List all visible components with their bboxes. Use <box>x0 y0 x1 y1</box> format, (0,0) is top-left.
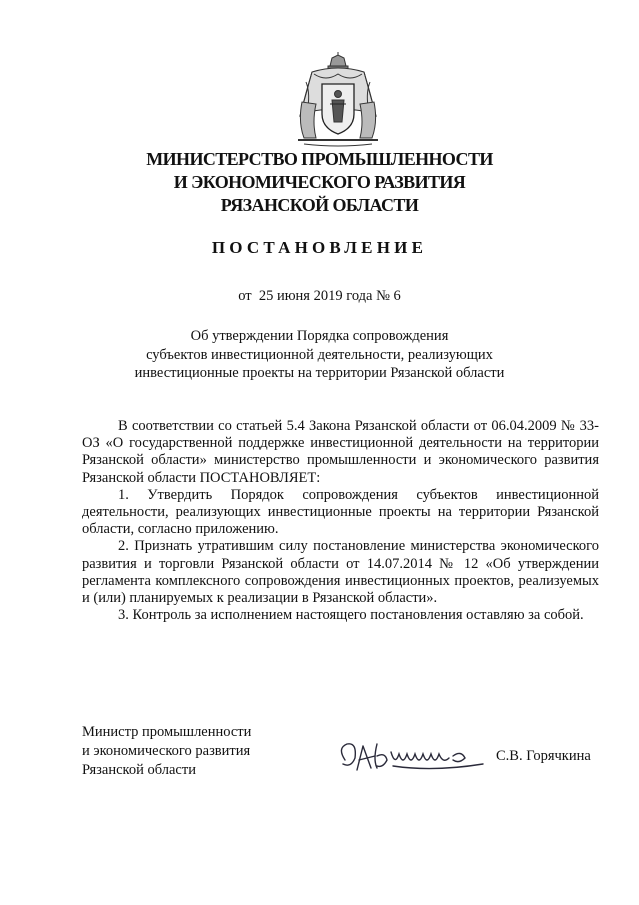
ministry-line: МИНИСТЕРСТВО ПРОМЫШЛЕННОСТИ <box>146 149 493 169</box>
signatory-name: С.В. Горячкина <box>496 748 591 764</box>
subject-line: Об утверждении Порядка сопровождения <box>190 328 449 344</box>
subject-line: инвестиционные проекты на территории Рязанской области <box>134 365 505 381</box>
position-line: Министр промышленности <box>82 724 252 740</box>
position-line: и экономического развития <box>82 743 251 759</box>
subject-line: субъектов инвестиционной деятельности, реализующих <box>146 346 493 363</box>
document-type: ПОСТАНОВЛЕНИЕ <box>211 238 428 257</box>
ministry-line: РЯЗАНСКОЙ ОБЛАСТИ <box>220 195 419 215</box>
document-date: от 25 июня 2019 года № 6 <box>238 288 401 304</box>
signature-icon <box>333 730 493 778</box>
item-paragraph: 1. Утвердить Порядок сопровождения субъектов инвестиционной деятельности, реализующих инвестиционные проекты на территории Рязанской области, согласно приложению. <box>82 486 599 538</box>
document-body <box>82 418 599 624</box>
coat-of-arms-icon <box>292 52 384 150</box>
signatory-position <box>82 723 251 780</box>
item-paragraph: 2. Признать утратившим силу постановление министерства экономического развития и торговли Рязанской области от 14.07.2014 № 12 «Об утверждении регламента комплексного сопровождения инвестиционных проектов, реализуемых и (или) планируемых к реализации в Рязанской области». <box>82 538 599 607</box>
item-paragraph: 3. Контроль за исполнением настоящего постановления оставляю за собой. <box>118 607 584 624</box>
ministry-line: И ЭКОНОМИЧЕСКОГО РАЗВИТИЯ <box>173 172 466 192</box>
preamble-paragraph: В соответствии со статьей 5.4 Закона Рязанской области от 06.04.2009 № 33-ОЗ «О государственной поддержке инвестиционной деятельности на территории Рязанской области» министерство промышленности и экономического развития Рязанской области ПОСТАНОВЛЯЕТ: <box>82 418 599 486</box>
position-line: Рязанской области <box>82 762 196 778</box>
ministry-title <box>0 148 639 217</box>
document-subject <box>0 327 639 383</box>
